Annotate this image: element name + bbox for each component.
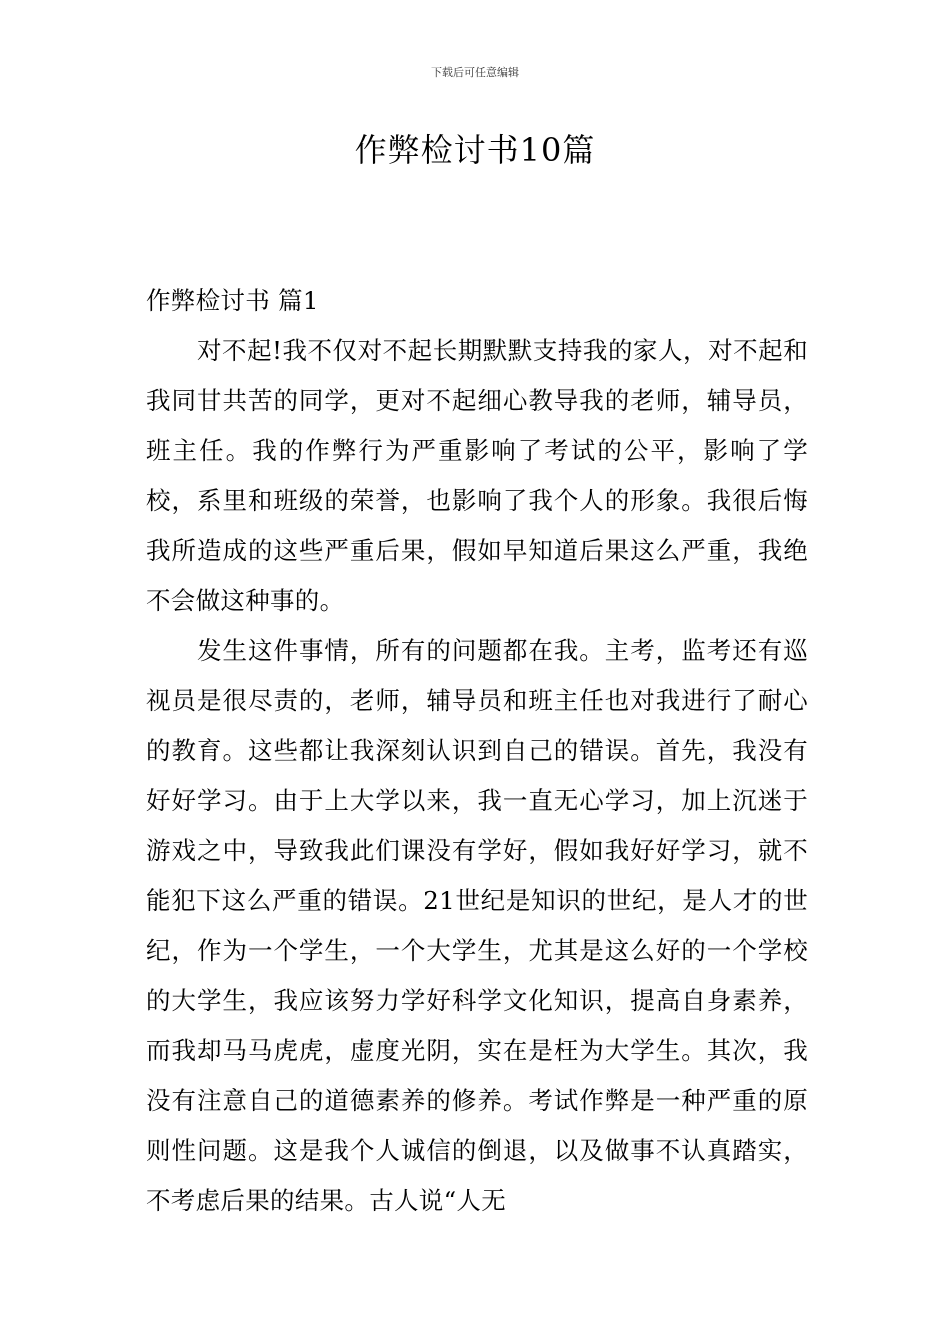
header-note: 下载后可任意编辑	[431, 66, 519, 79]
section-heading: 作弊检讨书 篇1	[146, 286, 319, 315]
document-body	[146, 276, 808, 1226]
paragraph-2: 发生这件事情，所有的问题都在我。主考，监考还有巡视员是很尽责的，老师，辅导员和班主任也对我进行了耐心的教育。这些都让我深刻认识到自己的错误。首先，我没有好好学习。由于上大学以来，我一直无心学习，加上沉迷于游戏之中，导致我此们课没有学好，假如我好好学习，就不能犯下这么严重的错误。21世纪是知识的世纪，是人才的世纪，作为一个学生，一个大学生，尤其是这么好的一个学校的大学生，我应该努力学好科学文化知识，提高自身素养，而我却马马虎虎，虚度光阴，实在是枉为大学生。其次，我没有注意自己的道德素养的修养。考试作弊是一种严重的原则性问题。这是我个人诚信的倒退，以及做事不认真踏实，不考虑后果的结果。古人说“人无	[146, 636, 808, 1215]
paragraph-1: 对不起!我不仅对不起长期默默支持我的家人，对不起和我同甘共苦的同学，更对不起细心教导我的老师，辅导员，班主任。我的作弊行为严重影响了考试的公平，影响了学校，系里和班级的荣誉，也影响了我个人的形象。我很后悔我所造成的这些严重后果，假如早知道后果这么严重，我绝不会做这种事的。	[146, 336, 808, 615]
document-title: 作弊检讨书10篇	[354, 131, 596, 169]
